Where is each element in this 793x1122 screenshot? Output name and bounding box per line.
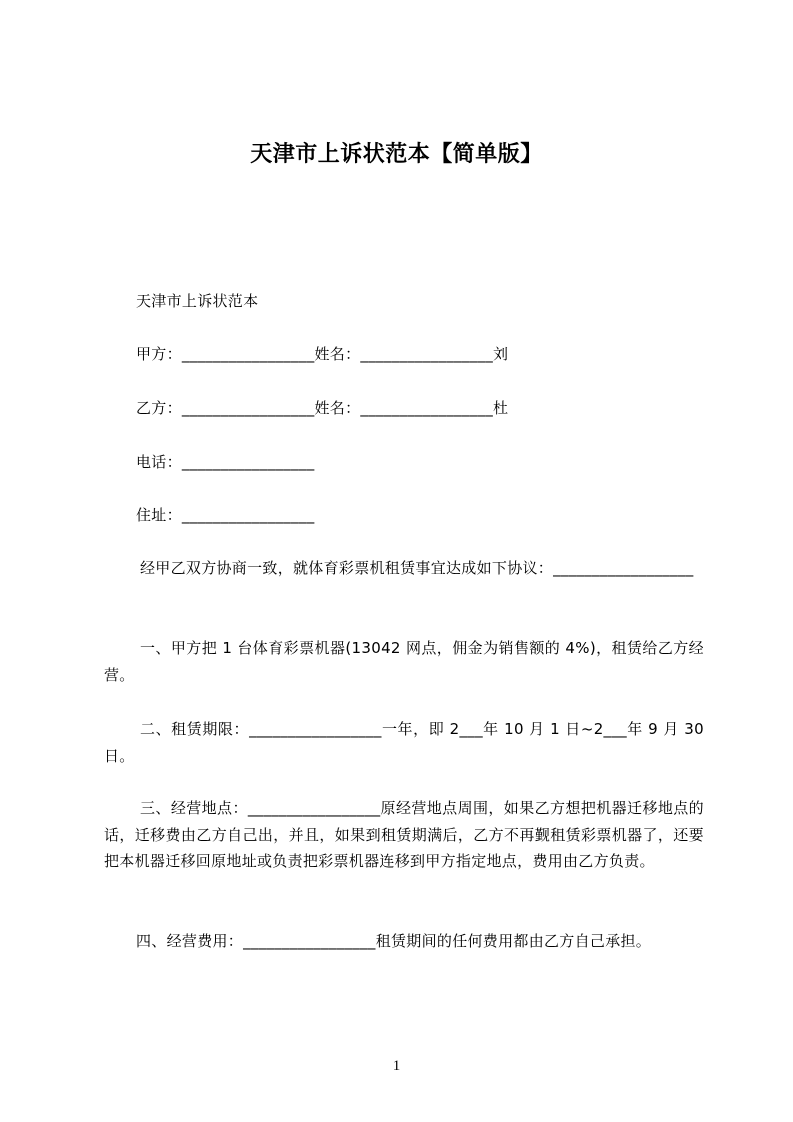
- document-subtitle: 天津市上诉状范本: [136, 292, 259, 310]
- address-line: 住址：_________________: [136, 506, 315, 524]
- party-b-line: 乙方：_________________姓名：_________________杜: [136, 399, 509, 417]
- document-title: 天津市上诉状范本【简单版】: [250, 142, 543, 167]
- page-number: 1: [392, 1058, 401, 1074]
- intro-paragraph: 经甲乙双方协商一致，就体育彩票机租赁事宜达成如下协议：__________________: [140, 559, 694, 577]
- clause-2-paragraph: 二、租赁期限：_________________一年，即 2___年 10 月 1 日~2___年 9 月 30 日。: [104, 720, 704, 765]
- clause-1-paragraph: 一、甲方把 1 台体育彩票机器(13042 网点，佣金为销售额的 4%)，租赁给乙方经营。: [104, 639, 704, 684]
- phone-line: 电话：_________________: [136, 453, 315, 471]
- clause-3-paragraph: 三、经营地点：_________________原经营地点周围，如果乙方想把机器迁移地点的话，迁移费由乙方自己出，并且，如果到租赁期满后，乙方不再觐租赁彩票机器了，还要把本机器迁移回原地址或负责把彩票机器连移到甲方指定地点，费用由乙方负责。: [104, 799, 704, 870]
- clause-4-paragraph: 四、经营费用：_________________租赁期间的任何费用都由乙方自己承担。: [136, 932, 652, 950]
- party-a-line: 甲方：_________________姓名：_________________刘: [136, 345, 509, 363]
